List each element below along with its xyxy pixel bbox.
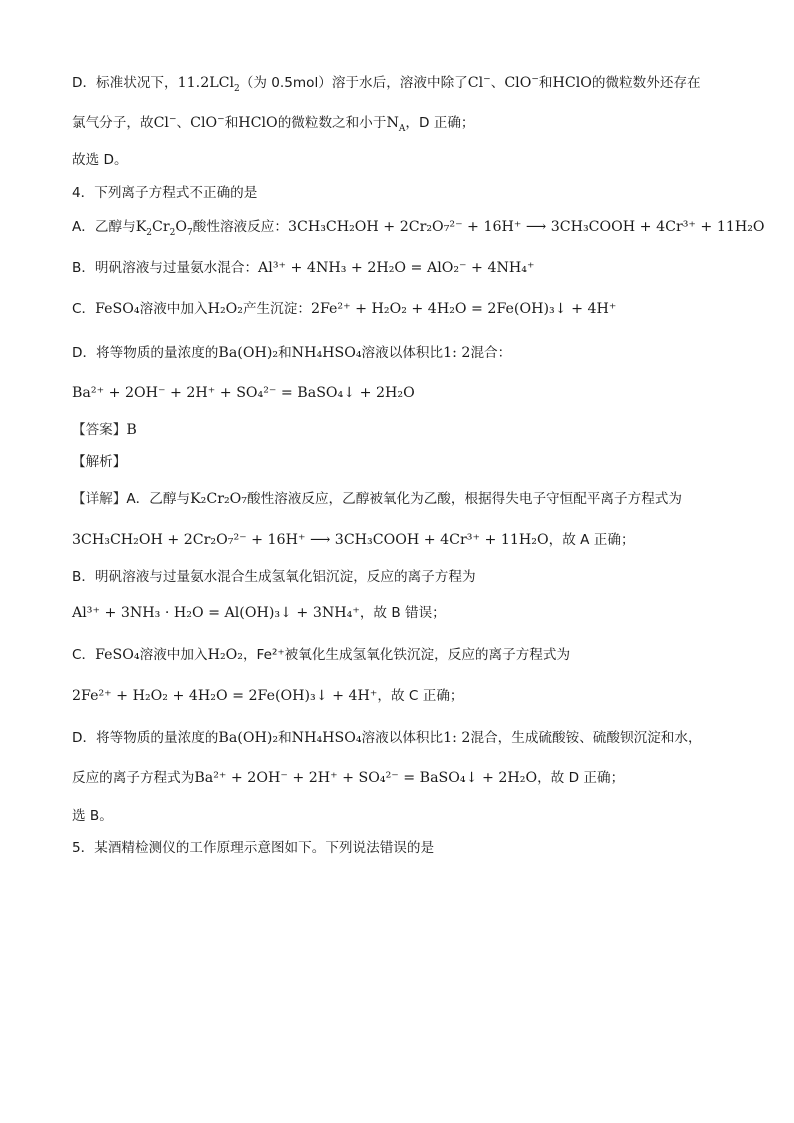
formula: 11.2LCl: [177, 75, 235, 91]
superscript: −: [531, 74, 539, 85]
formula: H₂O₂: [207, 301, 243, 317]
formula: Cl: [467, 75, 484, 91]
detail-d-line1: [72, 728, 702, 748]
formula: Cl: [153, 115, 169, 131]
text: 的微粒数之和小于: [277, 115, 387, 131]
text: ，故 D 正确；: [537, 770, 625, 786]
equation: 2Fe²⁺ + H₂O₂ + 4H₂O = 2Fe(OH)₃↓ + 4H⁺: [310, 301, 617, 317]
text: 、: [176, 115, 191, 131]
detail-d-line2: [72, 768, 624, 788]
text: D．将等物质的量浓度的: [72, 345, 219, 361]
text: D．标准状况下，: [72, 75, 178, 91]
text: 酸性溶液反应：: [192, 219, 288, 235]
formula: FeSO₄: [95, 301, 140, 317]
formula: Ba(OH)₂: [218, 345, 279, 361]
equation: 3CH₃CH₂OH + 2Cr₂O₇²⁻ + 16H⁺ ⟶ 3CH₃COOH + 4Cr³⁺ + 11H₂O: [287, 219, 765, 235]
text: 混合：: [470, 345, 512, 361]
formula: 1: 2: [443, 730, 471, 746]
answer-tag: 【答案】: [72, 422, 127, 438]
text: 和: [278, 345, 292, 361]
text: 溶液中加入: [139, 647, 208, 663]
formula: N: [386, 115, 399, 131]
detail-c-line2: [72, 686, 464, 706]
text: 、: [490, 75, 505, 91]
formula: FeSO₄: [95, 647, 140, 663]
equation: Al³⁺ + 3NH₃ · H₂O = Al(OH)₃↓ + 3NH₄⁺: [72, 605, 360, 621]
text: D．将等物质的量浓度的: [72, 730, 219, 746]
q3-choose: 故选 D。: [72, 152, 128, 168]
formula: Cr: [152, 219, 170, 235]
text: A．乙醇与: [72, 219, 136, 235]
formula: ClO: [190, 115, 218, 131]
text: 溶液以体积比: [361, 345, 444, 361]
equation: 3CH₃CH₂OH + 2Cr₂O₇²⁻ + 16H⁺ ⟶ 3CH₃COOH + 4Cr³⁺ + 11H₂O: [72, 532, 549, 548]
detail-b-line2: [72, 603, 446, 623]
text: 酸性溶液反应，乙醇被氧化为乙酸，根据得失电子守恒配平离子方程式为: [247, 491, 682, 507]
q5-stem: 5．某酒精检测仪的工作原理示意图如下。下列说法错误的是: [72, 840, 435, 856]
detail-b-line1: B．明矾溶液与过量氨水混合生成氢氧化铝沉淀，反应的离子方程为: [72, 569, 476, 585]
subscript: 7: [187, 227, 193, 238]
text: C．: [72, 647, 96, 663]
detail-c-line1: [72, 645, 570, 665]
formula: K₂Cr₂O₇: [190, 491, 247, 507]
text: B．明矾溶液与过量氨水混合：: [72, 260, 259, 276]
text: （为 0.5mol）溶于水后，溶液中除了: [239, 75, 468, 91]
q4-choose: 选 B。: [72, 808, 113, 824]
text: 和: [538, 75, 553, 91]
q4-option-b: [72, 258, 534, 278]
subscript: 2: [169, 227, 176, 238]
text: 的微粒数外还存在: [591, 75, 701, 91]
detail-a-line2: [72, 530, 635, 550]
q4-option-d: [72, 343, 511, 363]
q4-option-a: [72, 217, 765, 237]
formula: Ba(OH)₂: [218, 730, 279, 746]
detail-tag: 【详解】: [72, 491, 127, 507]
formula: O: [175, 219, 188, 235]
text: 氯气分子，故: [72, 115, 154, 131]
text: 溶液中加入: [139, 301, 208, 317]
q4-option-d-equation: Ba²⁺ + 2OH⁻ + 2H⁺ + SO₄²⁻ = BaSO₄↓ + 2H₂O: [72, 385, 415, 401]
subscript: A: [398, 123, 406, 134]
formula: 1: 2: [443, 345, 471, 361]
text: 产生沉淀：: [242, 301, 311, 317]
subscript: 2: [234, 83, 240, 94]
text: 反应的离子方程式为: [72, 770, 195, 786]
answer-line: [72, 420, 137, 440]
text: ，故 A 正确；: [548, 532, 635, 548]
text: C．: [72, 301, 96, 317]
analysis-tag: 【解析】: [72, 454, 127, 470]
formula: K: [135, 219, 147, 235]
text: ，故 B 错误；: [359, 605, 446, 621]
answer-value: B: [126, 422, 137, 438]
q3-option-d-line2: [72, 113, 475, 133]
superscript: −: [168, 114, 177, 125]
text: 和: [224, 115, 239, 131]
detail-a-line1: [72, 489, 682, 509]
equation: 2Fe²⁺ + H₂O₂ + 4H₂O = 2Fe(OH)₃↓ + 4H⁺: [72, 688, 378, 704]
equation: Ba²⁺ + 2OH⁻ + 2H⁺ + SO₄²⁻ = BaSO₄↓ + 2H₂O: [194, 770, 538, 786]
text: ，Fe²⁺被氧化生成氢氧化铁沉淀，反应的离子方程式为: [242, 647, 571, 663]
formula: ClO: [504, 75, 532, 91]
text: A．乙醇与: [126, 491, 191, 507]
superscript: −: [483, 74, 491, 85]
text: 混合，生成硫酸铵、硫酸钡沉淀和水，: [470, 730, 702, 746]
superscript: −: [217, 114, 225, 125]
formula: NH₄HSO₄: [291, 730, 362, 746]
formula: HClO: [552, 75, 592, 91]
formula: NH₄HSO₄: [291, 345, 362, 361]
q4-option-c: [72, 299, 616, 319]
q3-option-d-line1: [72, 73, 701, 93]
text: 溶液以体积比: [361, 730, 444, 746]
subscript: 2: [146, 227, 153, 238]
text: ，D 正确；: [405, 115, 475, 131]
formula: H₂O₂: [207, 647, 243, 663]
formula: HClO: [238, 115, 278, 131]
equation: Al³⁺ + 4NH₃ + 2H₂O = AlO₂⁻ + 4NH₄⁺: [258, 260, 535, 276]
text: 和: [278, 730, 292, 746]
text: ，故 C 正确；: [377, 688, 464, 704]
q4-stem: 4．下列离子方程式不正确的是: [72, 185, 258, 201]
